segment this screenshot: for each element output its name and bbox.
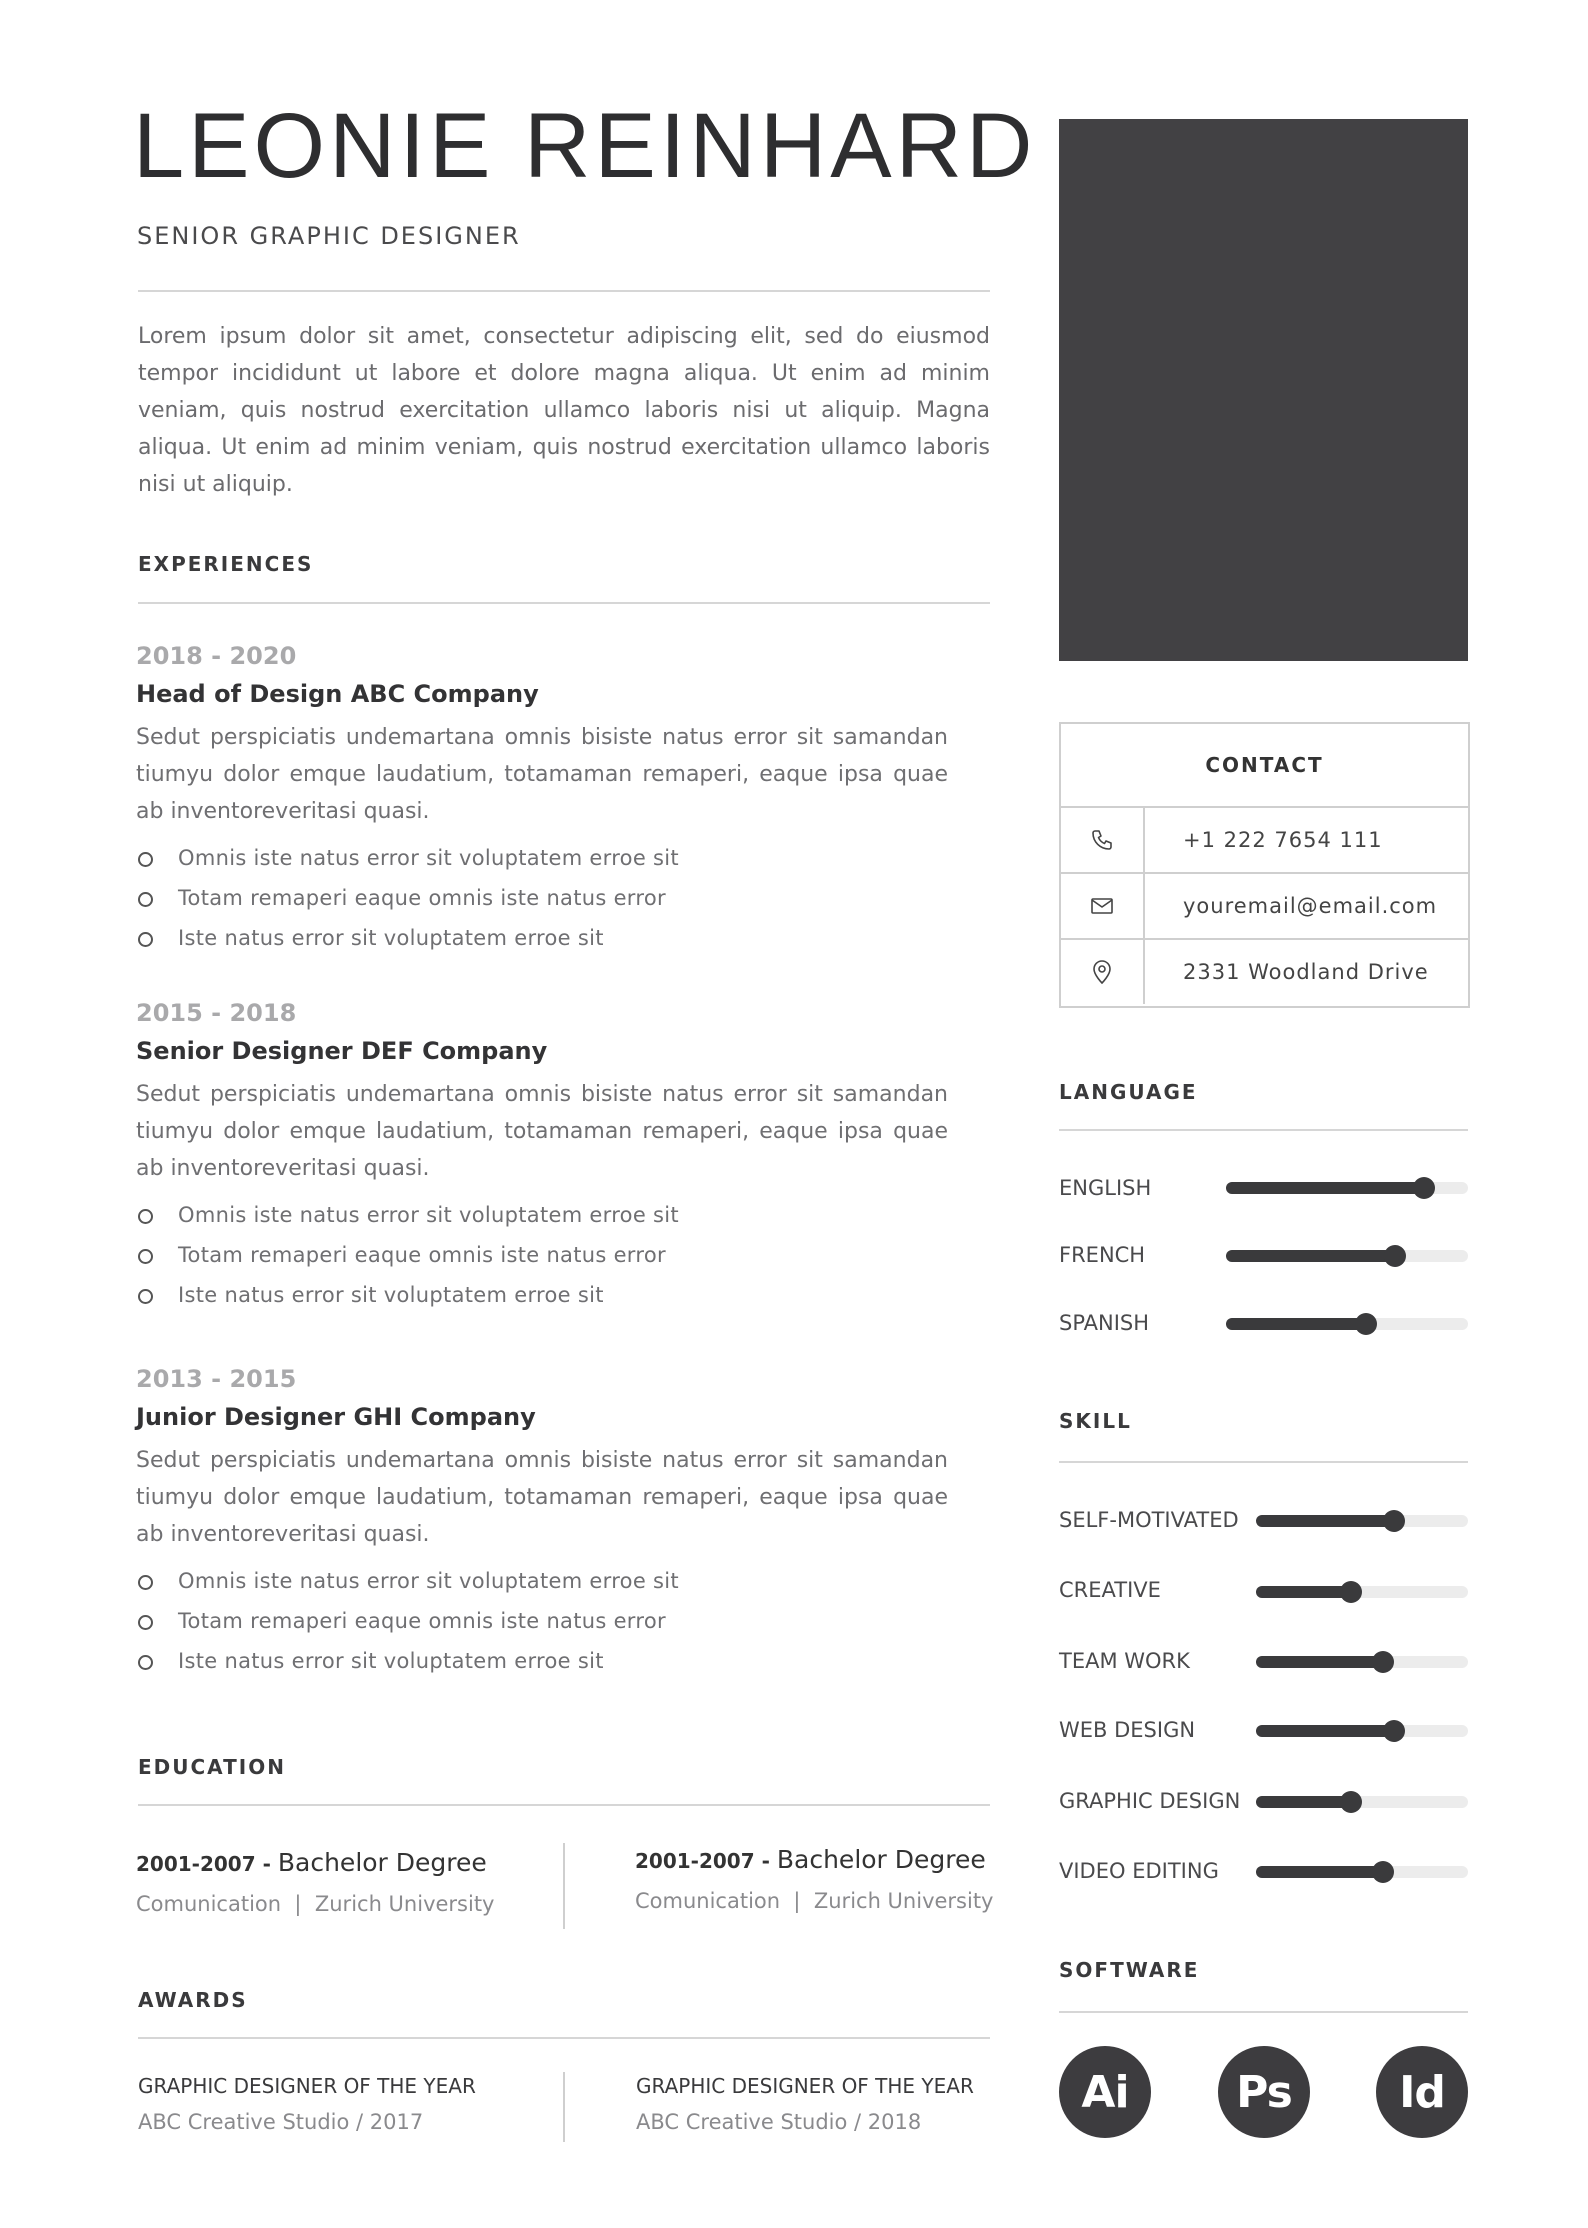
award-detail: ABC Creative Studio / 2017 [138,2110,424,2134]
software-title: SOFTWARE [1059,1958,1200,1982]
bullet-circle-icon [138,932,153,947]
education-degree: 2001-2007 - Bachelor Degree [635,1845,986,1874]
experience-title: Junior Designer GHI Company [136,1403,536,1431]
divider [138,2037,990,2039]
language-level-bar [1226,1250,1468,1262]
level-knob [1355,1313,1377,1335]
bullet-circle-icon [138,1209,153,1224]
list-item: Totam remaperi eaque omnis iste natus error [136,878,948,918]
education-degree: 2001-2007 - Bachelor Degree [136,1848,487,1877]
award-name: GRAPHIC DESIGNER OF THE YEAR [636,2074,974,2098]
illustrator-icon: Ai [1059,2046,1151,2138]
bullet-circle-icon [138,1655,153,1670]
divider [1059,1129,1468,1131]
phone-icon [1061,808,1145,872]
divider [138,1804,990,1806]
contact-phone[interactable]: +1 222 7654 111 [1183,828,1383,852]
contact-address: 2331 Woodland Drive [1183,960,1429,984]
column-divider [563,1843,565,1929]
experience-description: Sedut perspiciatis undemartana omnis bisiste natus error sit samandan tiumyu dolor emque laudatium, totamaman remaperi, eaque ipsa quae ab inventoreveritasi quasi. [136,1448,948,1547]
experience-date: 2015 - 2018 [136,999,297,1027]
skill-label: GRAPHIC DESIGN [1059,1789,1241,1813]
level-knob [1372,1651,1394,1673]
experiences-title: EXPERIENCES [138,552,314,576]
bullet-circle-icon [138,1249,153,1264]
contact-row-email [1061,874,1468,940]
contact-email[interactable]: youremail@email.com [1183,894,1438,918]
mail-icon [1061,874,1145,938]
name-heading: LEONIE REINHARD [133,95,1037,197]
skill-level-bar [1256,1656,1468,1668]
location-pin-icon [1061,940,1145,1004]
divider [1059,1461,1468,1463]
skill-level-bar [1256,1586,1468,1598]
contact-box [1059,722,1470,1008]
skill-label: TEAM WORK [1059,1649,1190,1673]
level-knob [1340,1581,1362,1603]
level-knob [1413,1177,1435,1199]
divider [138,602,990,604]
language-label: FRENCH [1059,1243,1146,1267]
job-title: SENIOR GRAPHIC DESIGNER [137,222,521,250]
experience-item [136,998,948,1315]
skill-label: CREATIVE [1059,1578,1161,1602]
experience-description: Sedut perspiciatis undemartana omnis bisiste natus error sit samandan tiumyu dolor emque laudatium, totamaman remaperi, eaque ipsa quae ab inventoreveritasi quasi. [136,1082,948,1181]
experience-title: Head of Design ABC Company [136,680,539,708]
education-title: EDUCATION [138,1755,286,1779]
award-detail: ABC Creative Studio / 2018 [636,2110,922,2134]
skill-label: SELF-MOTIVATED [1059,1508,1239,1532]
education-school: Comunication | Zurich University [136,1892,495,1916]
column-divider [563,2072,565,2142]
list-item: Iste natus error sit voluptatem erroe sit [136,918,948,958]
experience-item [136,641,948,958]
skill-title: SKILL [1059,1409,1132,1433]
level-knob [1383,1720,1405,1742]
experience-item [136,1364,948,1681]
skill-level-bar [1256,1725,1468,1737]
divider [138,290,990,292]
list-item: Iste natus error sit voluptatem erroe sit [136,1275,948,1315]
bullet-circle-icon [138,892,153,907]
language-level-bar [1226,1318,1468,1330]
divider [1059,2011,1468,2013]
skill-label: VIDEO EDITING [1059,1859,1219,1883]
level-knob [1340,1791,1362,1813]
photoshop-icon: Ps [1218,2046,1310,2138]
indesign-icon: Id [1376,2046,1468,2138]
skill-level-bar [1256,1515,1468,1527]
language-label: ENGLISH [1059,1176,1152,1200]
language-level-bar [1226,1182,1468,1194]
bullet-circle-icon [138,1615,153,1630]
experience-title: Senior Designer DEF Company [136,1037,548,1065]
experience-date: 2018 - 2020 [136,642,297,670]
awards-title: AWARDS [138,1988,248,2012]
contact-row-address [1061,940,1468,1004]
language-label: SPANISH [1059,1311,1150,1335]
experience-description: Sedut perspiciatis undemartana omnis bisiste natus error sit samandan tiumyu dolor emque laudatium, totamaman remaperi, eaque ipsa quae ab inventoreveritasi quasi. [136,725,948,824]
list-item: Totam remaperi eaque omnis iste natus error [136,1235,948,1275]
skill-label: WEB DESIGN [1059,1718,1196,1742]
level-knob [1384,1245,1406,1267]
list-item: Omnis iste natus error sit voluptatem erroe sit [136,1195,948,1235]
experience-date: 2013 - 2015 [136,1365,297,1393]
bullet-circle-icon [138,1289,153,1304]
list-item: Iste natus error sit voluptatem erroe sit [136,1641,948,1681]
list-item: Totam remaperi eaque omnis iste natus error [136,1601,948,1641]
profile-photo-placeholder [1059,119,1468,661]
bullet-circle-icon [138,1575,153,1590]
list-item: Omnis iste natus error sit voluptatem erroe sit [136,838,948,878]
list-item: Omnis iste natus error sit voluptatem erroe sit [136,1561,948,1601]
level-knob [1383,1510,1405,1532]
education-school: Comunication | Zurich University [635,1889,994,1913]
bullet-circle-icon [138,852,153,867]
level-knob [1372,1861,1394,1883]
skill-level-bar [1256,1796,1468,1808]
contact-row-phone [1061,808,1468,874]
contact-title: CONTACT [1061,724,1468,808]
award-name: GRAPHIC DESIGNER OF THE YEAR [138,2074,476,2098]
language-title: LANGUAGE [1059,1080,1198,1104]
skill-level-bar [1256,1866,1468,1878]
profile-summary: Lorem ipsum dolor sit amet, consectetur adipiscing elit, sed do eiusmod tempor incididunt ut labore et dolore magna aliqua. Ut enim ad minim veniam, quis nostrud exercitation ullamco laboris nisi ut aliquip. Magna aliqua. Ut enim ad minim veniam, quis nostrud exercitation ullamco laboris nisi ut aliquip. [138,324,990,497]
